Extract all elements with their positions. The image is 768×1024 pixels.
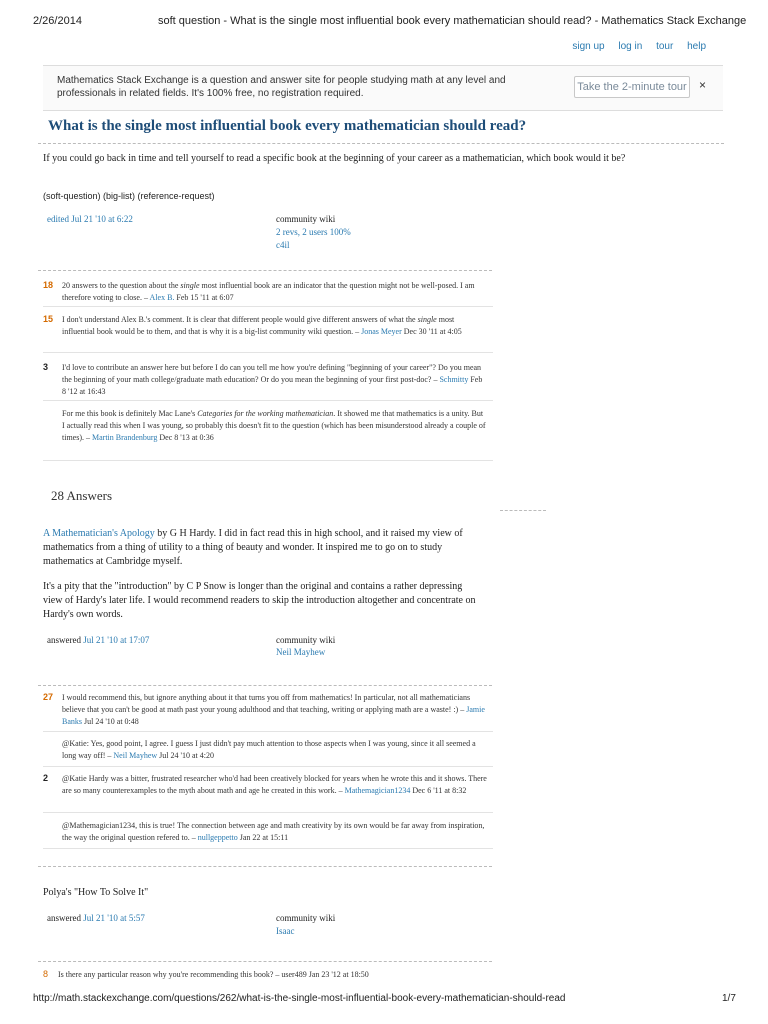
page-number: 1/7: [722, 993, 736, 1004]
comment-user-link[interactable]: Jamie Banks: [62, 705, 485, 726]
answered-label: answered: [47, 635, 81, 645]
community-wiki-label: community wiki: [276, 635, 336, 645]
comment: [62, 773, 487, 797]
comment: [62, 314, 487, 338]
comment-separator: [43, 352, 493, 353]
comment-text: . It showed me that mathematics is a unity. But I actually read this when I was young, so probably this doesn't fit to the question (which has been misunderstood already a couple of times). –: [62, 409, 486, 442]
apology-book-link[interactable]: A Mathematician's Apology: [43, 528, 155, 539]
answered-label: answered: [47, 913, 81, 923]
comment-user-link[interactable]: Schmitty: [439, 375, 469, 384]
print-date: 2/26/2014: [33, 15, 82, 27]
comment-text: most influential book are an indicator that the question might not be well-posed. I am therefore voting to close. –: [62, 281, 475, 302]
comment-user-link[interactable]: Jonas Meyer: [361, 327, 402, 336]
answered-info: [47, 912, 145, 924]
comment-date: Dec 30 '11 at 4:05: [403, 327, 462, 336]
comment-date: Jul 24 '10 at 4:20: [159, 751, 214, 760]
comment-separator: [43, 812, 493, 813]
comment-emphasis: Categories for the working mathematician: [197, 409, 334, 418]
comment-user-link[interactable]: Martin Brandenburg: [92, 433, 158, 442]
answer-divider: [38, 866, 492, 867]
comment-user-link[interactable]: nullgeppetto: [197, 833, 238, 842]
answer-user-link[interactable]: Neil Mayhew: [276, 647, 326, 657]
answer-text: by G H Hardy. I did in fact read this in high school, and it raised my view of mathematics from a thing of utility to a thing of beauty and wonder. It inspired me to go on to study mathematics at Cambridge myself.: [43, 528, 463, 567]
comment-emphasis: single: [417, 315, 437, 324]
revisions-link[interactable]: 2 revs, 2 users 100%: [276, 227, 351, 237]
answer-paragraph: It's a pity that the "introduction" by C P Snow is longer than the original and contains a rather depressing view of Hardy's later life. I would recommend readers to skip the introduction altogether and concentrate on Hardy's own words.: [43, 581, 476, 620]
question-tags: (soft-question) (big-list) (reference-request): [43, 191, 215, 201]
community-wiki-label: community wiki: [276, 913, 336, 923]
question-body: If you could go back in time and tell yourself to read a specific book at the beginning of your career as a mathematician, which book would it be?: [43, 153, 626, 164]
comment-separator: [43, 848, 493, 849]
question-title[interactable]: What is the single most influential book every mathematician should read?: [48, 118, 527, 134]
comment-text: I would recommend this, but ignore anything about it that turns you off from mathematics! In particular, not all mathematicians believe that you can't be good at math past your young adulthood and that teaching, writing or applying math are a waste! :) –: [62, 693, 471, 714]
answered-date-link[interactable]: Jul 21 '10 at 17:07: [83, 635, 150, 645]
comment-text: For me this book is definitely Mac Lane's: [62, 409, 198, 418]
edited-link[interactable]: edited Jul 21 '10 at 6:22: [47, 214, 133, 224]
print-page-title: soft question - What is the single most influential book every mathematician should read? - Mathematics Stack Exchange: [158, 15, 747, 27]
answer-body: Polya's "How To Solve It": [43, 887, 149, 898]
footer-url: http://math.stackexchange.com/questions/262/what-is-the-single-most-influential-book-every-mathematician-should-read: [33, 993, 566, 1004]
answers-count-header: 28 Answers: [51, 488, 113, 503]
comments-divider: [38, 685, 492, 686]
comment-text: @Katie: Yes, good point, I agree. I guess I just didn't pay much attention to those aspects when I was young, since it all seemed a long way off! –: [62, 739, 476, 760]
comment: [62, 692, 487, 728]
comment: [62, 362, 487, 398]
comment: [62, 820, 487, 844]
comments-divider: [38, 270, 492, 271]
comment-emphasis: single: [180, 281, 200, 290]
answer-user-link[interactable]: Isaac: [276, 926, 295, 936]
comment-score: 27: [43, 692, 54, 702]
comment-separator: [43, 731, 493, 732]
comment-text: @Mathemagician1234, this is true! The connection between age and math creativity by its own would be far away from inspiration, the way the original question refered to. –: [62, 821, 485, 842]
comment-text: I don't understand Alex B.'s comment. It is clear that different people would give different answers of what the: [62, 315, 418, 324]
title-divider: [38, 143, 724, 144]
comment-score: 8: [43, 969, 49, 979]
community-wiki-label: community wiki: [276, 214, 336, 224]
sign-up-link[interactable]: sign up: [572, 41, 605, 52]
comment-text: @Katie Hardy was a bitter, frustrated researcher who'd had been creatively blocked for years when he wrote this and it shows. There are so many counterexamples to the myth about math and age he created in this work. –: [62, 774, 487, 795]
comment-date: Dec 8 '13 at 0:36: [159, 433, 214, 442]
comment-user-link[interactable]: Neil Mayhew: [113, 751, 158, 760]
welcome-banner: [43, 65, 723, 111]
top-nav: [561, 41, 706, 52]
comment-text: 20 answers to the question about the: [62, 281, 181, 290]
comments-divider: [38, 961, 492, 962]
comment-separator: [43, 460, 493, 461]
comment-score: 2: [43, 773, 49, 783]
answered-date-link[interactable]: Jul 21 '10 at 5:57: [83, 913, 145, 923]
close-icon[interactable]: ×: [699, 78, 707, 92]
comment: [62, 738, 487, 762]
comment-date: Jul 24 '10 at 0:48: [84, 717, 139, 726]
answer-body: [43, 527, 483, 569]
comment: [62, 408, 487, 444]
comment-text: most influential book would be to them, and that is why it is a big-list community wiki question. –: [62, 315, 455, 336]
log-in-link[interactable]: log in: [618, 41, 643, 52]
answers-divider: [500, 510, 546, 511]
comment-date: Jan 22 at 15:11: [239, 833, 289, 842]
take-tour-button[interactable]: Take the 2-minute tour: [574, 76, 690, 98]
comment-user-link[interactable]: Alex B.: [149, 293, 175, 302]
comment-user-link[interactable]: Mathemagician1234: [344, 786, 411, 795]
answered-info: [47, 634, 149, 646]
wiki-user-link[interactable]: c4il: [276, 240, 290, 250]
comment: [62, 280, 487, 304]
comment-separator: [43, 766, 493, 767]
comment-separator: [43, 400, 493, 401]
comment-score: 15: [43, 314, 54, 324]
comment: Is there any particular reason why you're recommending this book? – user489 Jan 23 '12 at 18:50: [58, 970, 369, 979]
comment-date: Feb 15 '11 at 6:07: [176, 293, 234, 302]
comment-date: Dec 6 '11 at 8:32: [412, 786, 467, 795]
comment-text: I'd love to contribute an answer here but before I do can you tell me how you're defining "beginning of your career"? Do you mean the beginning of your math college/graduate math education? Or do you mean the beginning of your first post-doc? –: [62, 363, 482, 384]
comment-score: 18: [43, 280, 54, 290]
comment-score: 3: [43, 362, 49, 372]
tour-link[interactable]: tour: [656, 41, 674, 52]
help-link[interactable]: help: [687, 41, 706, 52]
banner-text: Mathematics Stack Exchange is a question and answer site for people studying math at any level and professionals in related fields. It's 100% free, no registration required.: [57, 75, 506, 99]
comment-date: Feb 8 '12 at 16:43: [62, 375, 483, 396]
comment-separator: [43, 306, 493, 307]
